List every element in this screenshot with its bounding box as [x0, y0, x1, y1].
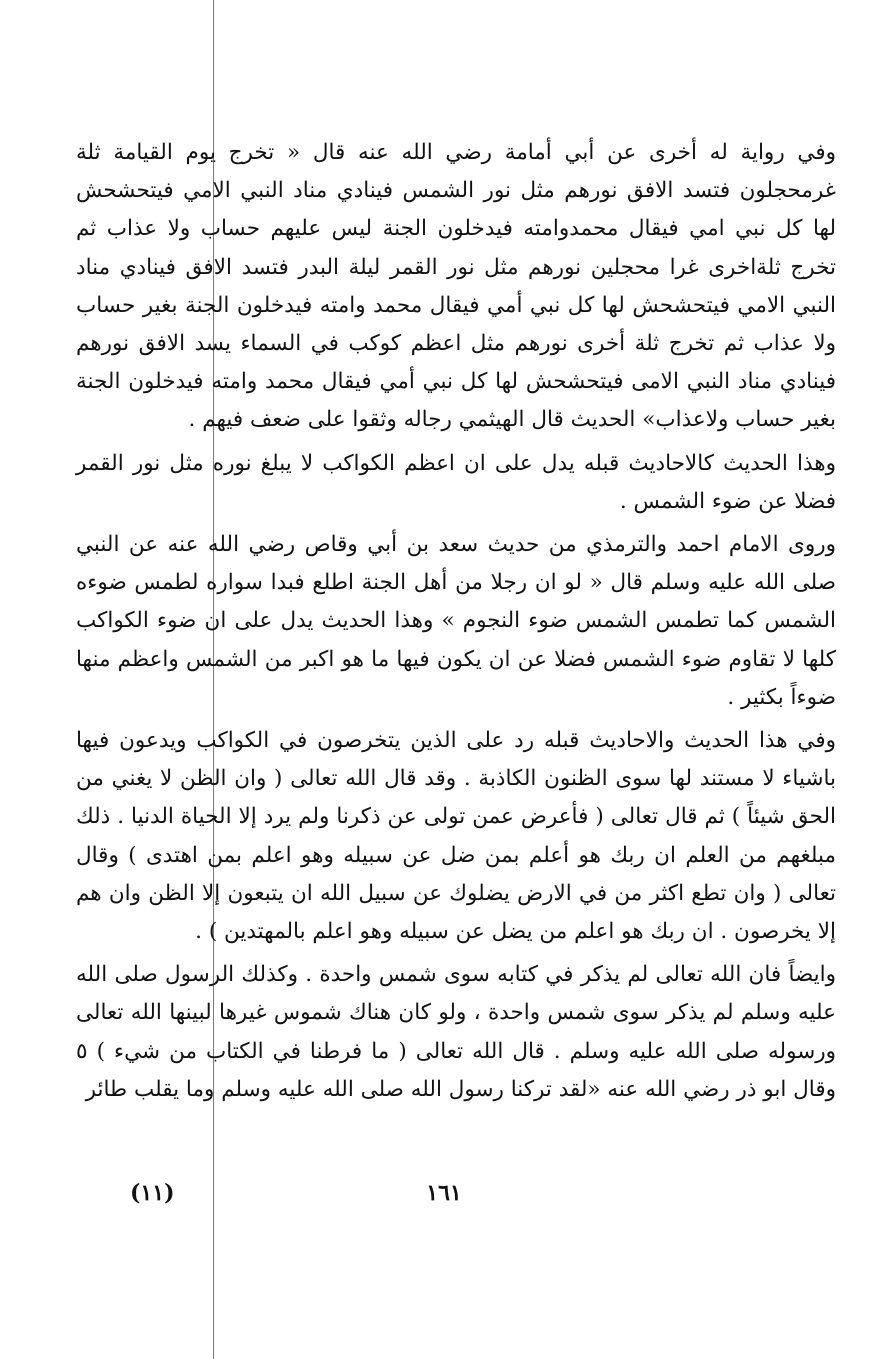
paragraph-5: وايضاً فان الله تعالى لم يذكر في كتابه سوى شمس واحدة . وكذلك الرسول صلى الله عليه وسلم لم يذكر سوى شمس واحدة ، ولو كان هناك شموس غيرها لبينها الله تعالى ورسوله صلى الله عليه وسلم . قال الله تعالى ( ما فرطنا في الكتاب من شيء ) ٥ وقال ابو ذر رضي الله عنه «لقد تركنا رسول الله صلى الله عليه وسلم وما يقلب طائر	[76, 962, 836, 1102]
paragraph-3: وروى الامام احمد والترمذي من حديث سعد بن أبي وقاص رضي الله عنه عن النبي صلى الله عليه وسلم قال « لو ان رجلا من أهل الجنة اطلع فبدا سواره لطمس ضوءه الشمس كما تطمس الشمس ضوء النجوم » وهذا الحديث يدل على ان ضوء الكواكب كلها لا تقاوم ضوء الشمس فضلا عن ان يكون فيها ما هو اكبر من الشمس واعظم منها ضوءاً بكثير .	[76, 532, 836, 710]
page-number: ١٦١	[426, 1180, 462, 1206]
paragraph-1: وفي رواية له أخرى عن أبي أمامة رضي الله عنه قال « تخرج يوم القيامة ثلة غرمحجلون فتسد الافق نورهم مثل نور الشمس فينادي مناد النبي الامي فيتحشحش لها كل نبي امي فيقال محمدوامته فيدخلون الجنة ليس عليهم حساب ولا عذاب ثم تخرج ثلةاخرى غرا محجلين نورهم مثل نور القمر ليلة البدر فتسد الافق فينادي مناد النبي الامي فيتحشحش لها كل نبي أمي فيقال محمد وامته فيدخلون الجنة بغير حساب ولا عذاب ثم تخرج ثلة أخرى نورهم مثل اعظم كوكب في السماء يسد الافق نورهم فينادي مناد النبي الامى فيتحشحش لها كل نبي أمي فيقال محمد وامته فيدخلون الجنة بغير حساب ولاعذاب» الحديث قال الهيثمي رجاله وثقوا على ضعف فيهم .	[76, 140, 836, 433]
paragraph-4: وفي هذا الحديث والاحاديث قبله رد على الذين يتخرصون في الكواكب ويدعون فيها باشياء لا مستند لها سوى الظنون الكاذبة . وقد قال الله تعالى ( وان الظن لا يغني من الحق شيئاً ) ثم قال تعالى ( فأعرض عمن تولى عن ذكرنا ولم يرد إلا الحياة الدنيا . ذلك مبلغهم من العلم ان ربك هو أعلم بمن ضل عن سبيله وهو اعلم بمن اهتدى ) وقال تعالى ( وان تطع اكثر من في الارض يضلوك عن سبيل الله ان يتبعون إلا الظن وان هم إلا يخرصون . ان ربك هو اعلم من يضل عن سبيله وهو اعلم بالمهتدين ) .	[76, 728, 836, 945]
page-footer	[76, 1180, 836, 1216]
body-text	[76, 134, 836, 1109]
paragraph-2: وهذا الحديث كالاحاديث قبله يدل على ان اعظم الكواكب لا يبلغ نوره مثل نور القمر فضلا عن ضوء الشمس .	[76, 450, 836, 514]
signature-mark: (١١)	[130, 1180, 175, 1206]
